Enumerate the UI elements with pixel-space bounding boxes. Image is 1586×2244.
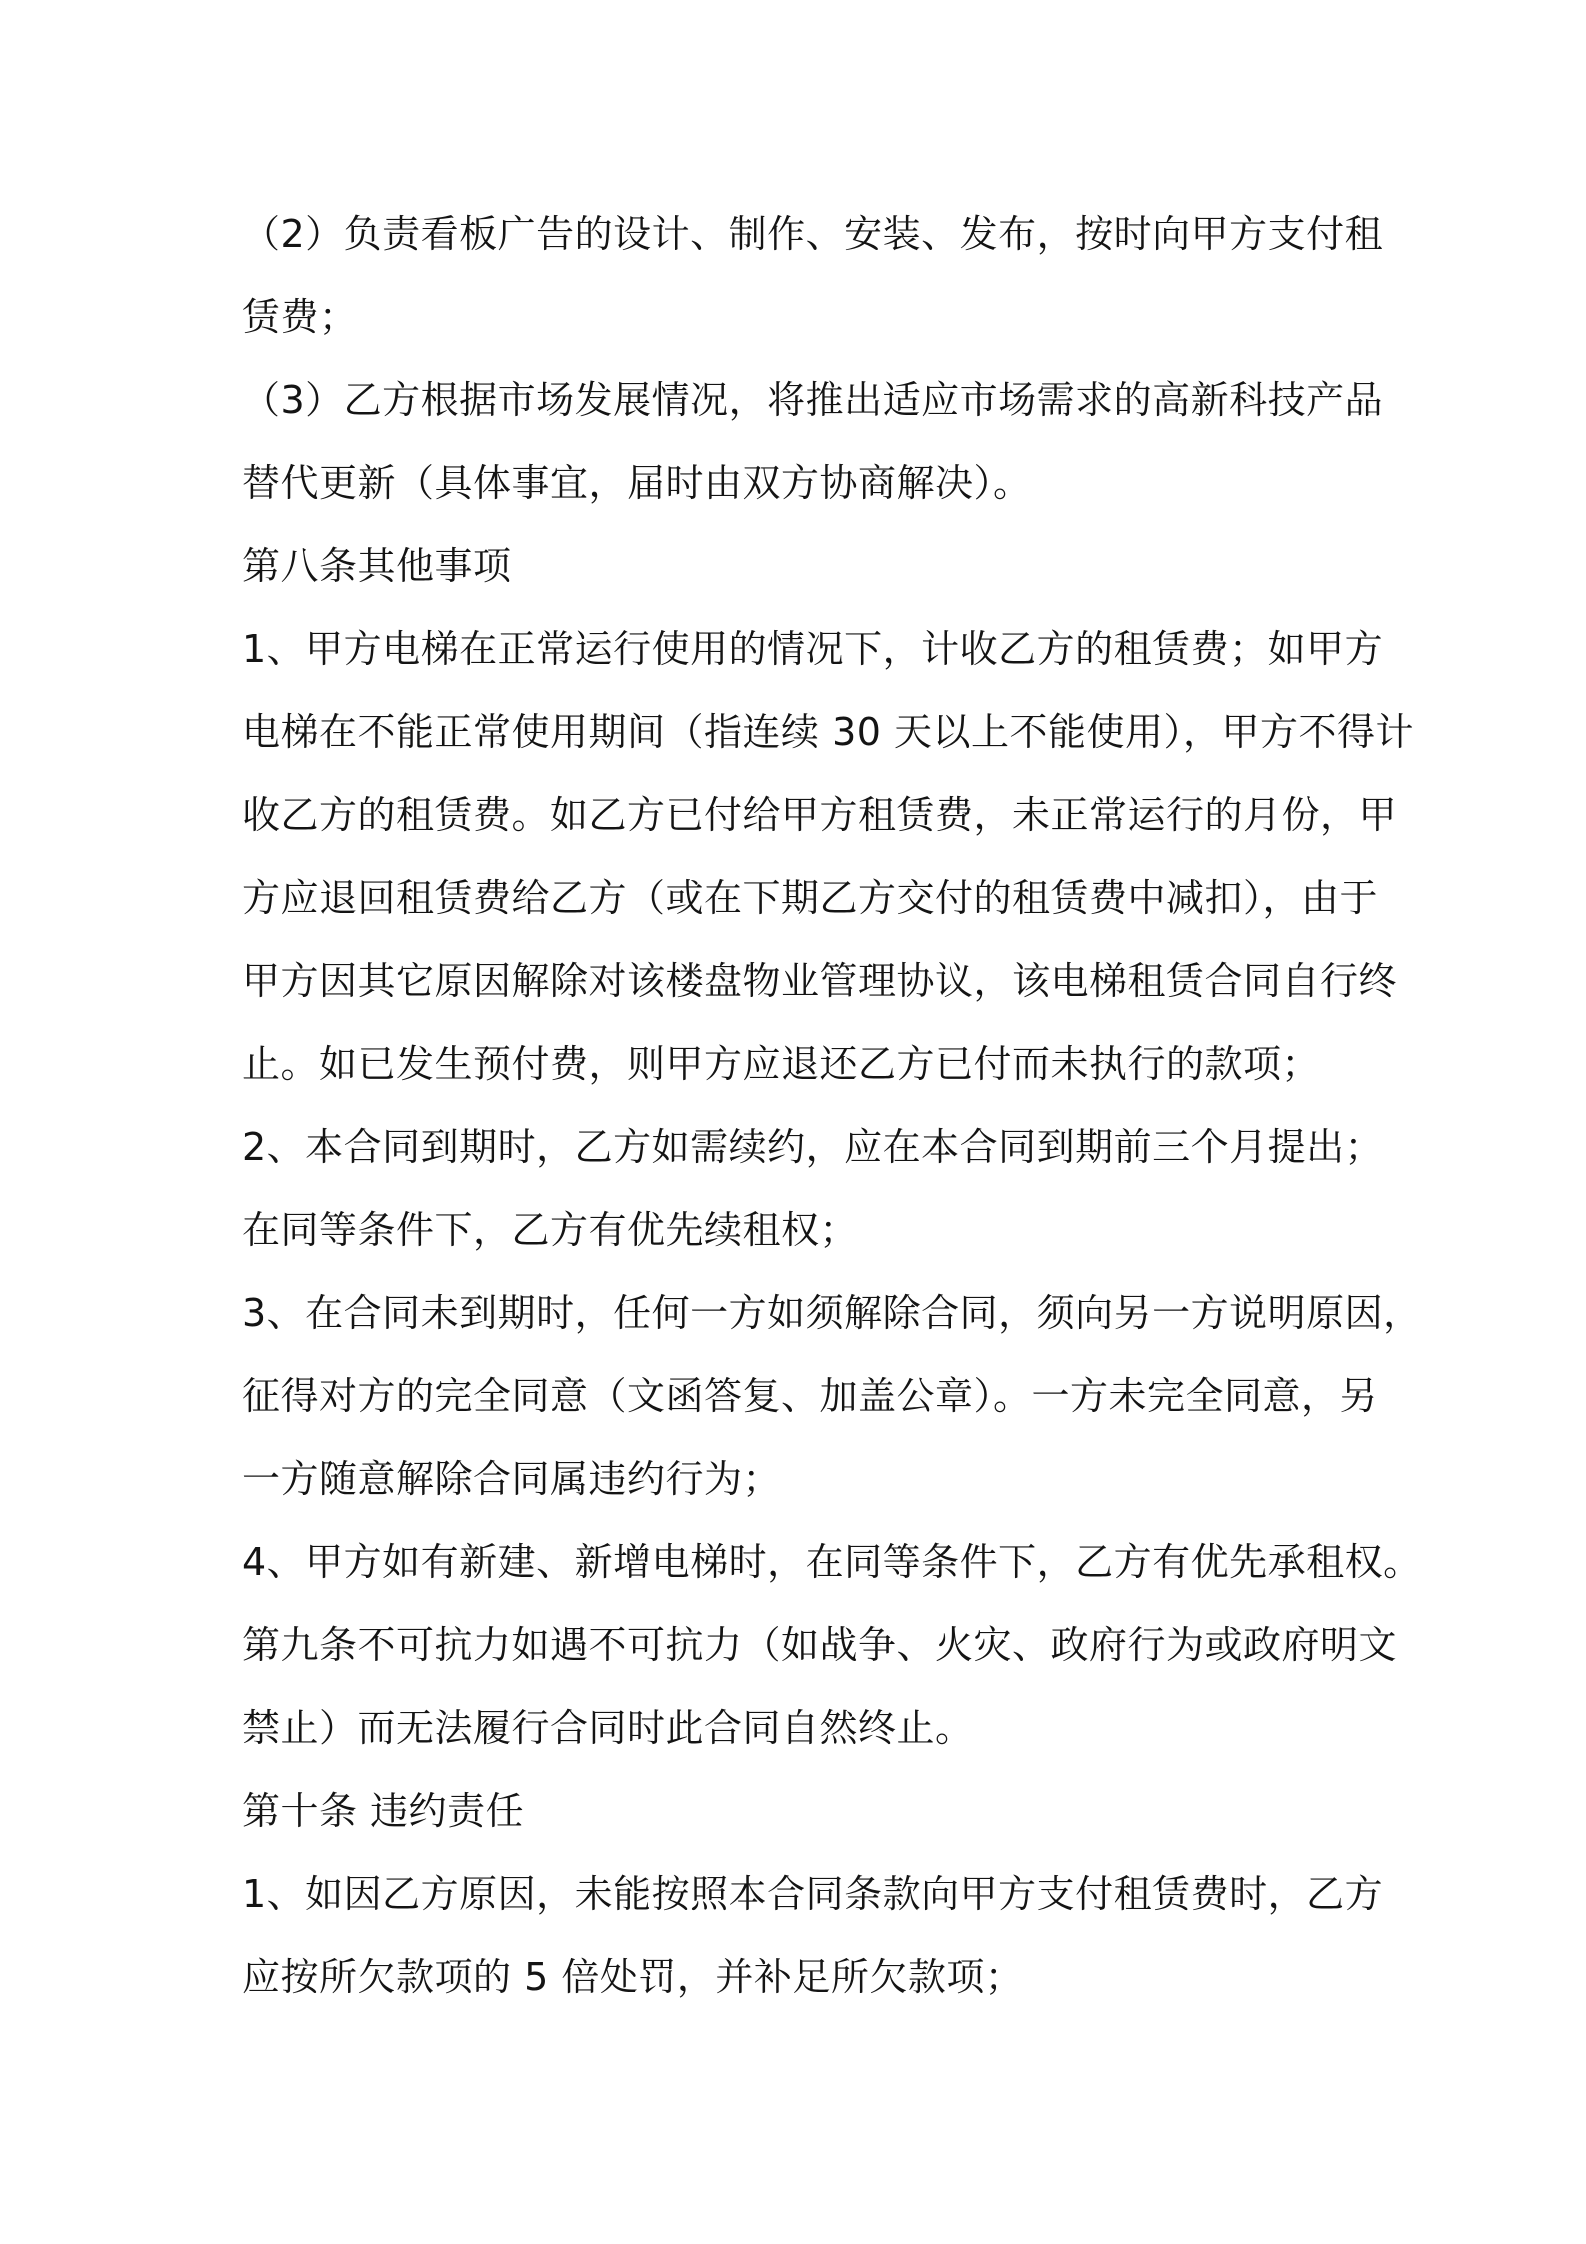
text-line: 在同等条件下，乙方有优先续租权；	[242, 1208, 859, 1252]
paragraph-article-9-force-majeure	[242, 1604, 1398, 1770]
paragraph-article-10-item-1	[242, 1853, 1382, 2019]
text-line: 1、如因乙方原因，未能按照本合同条款向甲方支付租赁费时，乙方	[242, 1872, 1384, 1916]
paragraph-clause-7-3	[242, 359, 1382, 525]
document-body	[242, 193, 1422, 2019]
section-heading-article-8	[242, 525, 1382, 608]
text-line: 赁费；	[242, 295, 358, 339]
text-line: （2）负责看板广告的设计、制作、安装、发布，按时向甲方支付租	[242, 212, 1384, 256]
text-line: 征得对方的完全同意（文函答复、加盖公章）。一方未完全同意，另	[242, 1374, 1379, 1418]
paragraph-article-8-item-1	[242, 608, 1415, 1106]
text-line: 收乙方的租赁费。如乙方已付给甲方租赁费，未正常运行的月份，甲	[242, 793, 1398, 837]
text-line: （3）乙方根据市场发展情况，将推出适应市场需求的高新科技产品	[242, 378, 1384, 422]
text-line: 方应退回租赁费给乙方（或在下期乙方交付的租赁费中减扣），由于	[242, 876, 1379, 920]
section-heading-text: 第十条 违约责任	[242, 1789, 525, 1833]
text-line: 3、在合同未到期时，任何一方如须解除合同，须向另一方说明原因，	[242, 1291, 1422, 1335]
section-heading-text: 第八条其他事项	[242, 544, 512, 588]
text-line: 1、甲方电梯在正常运行使用的情况下，计收乙方的租赁费；如甲方	[242, 627, 1384, 671]
text-line: 4、甲方如有新建、新增电梯时，在同等条件下，乙方有优先承租权。	[242, 1540, 1422, 1584]
paragraph-article-8-item-4	[242, 1521, 1422, 1604]
text-line: 甲方因其它原因解除对该楼盘物业管理协议，该电梯租赁合同自行终	[242, 959, 1398, 1003]
paragraph-clause-7-2	[242, 193, 1382, 359]
section-heading-article-10	[242, 1770, 1382, 1853]
paragraph-article-8-item-3	[242, 1272, 1422, 1521]
text-line: 禁止）而无法履行合同时此合同自然终止。	[242, 1706, 974, 1750]
paragraph-article-8-item-2	[242, 1106, 1382, 1272]
text-line: 一方随意解除合同属违约行为；	[242, 1457, 782, 1501]
text-line: 第九条不可抗力如遇不可抗力（如战争、火灾、政府行为或政府明文	[242, 1623, 1398, 1667]
text-line: 电梯在不能正常使用期间（指连续 30 天以上不能使用），甲方不得计	[242, 710, 1415, 754]
text-line: 应按所欠款项的 5 倍处罚，并补足所欠款项；	[242, 1955, 1024, 1999]
text-line: 2、本合同到期时，乙方如需续约，应在本合同到期前三个月提出；	[242, 1125, 1384, 1169]
text-line: 止。如已发生预付费，则甲方应退还乙方已付而未执行的款项；	[242, 1042, 1321, 1086]
text-line: 替代更新（具体事宜，届时由双方协商解决）。	[242, 461, 1032, 505]
